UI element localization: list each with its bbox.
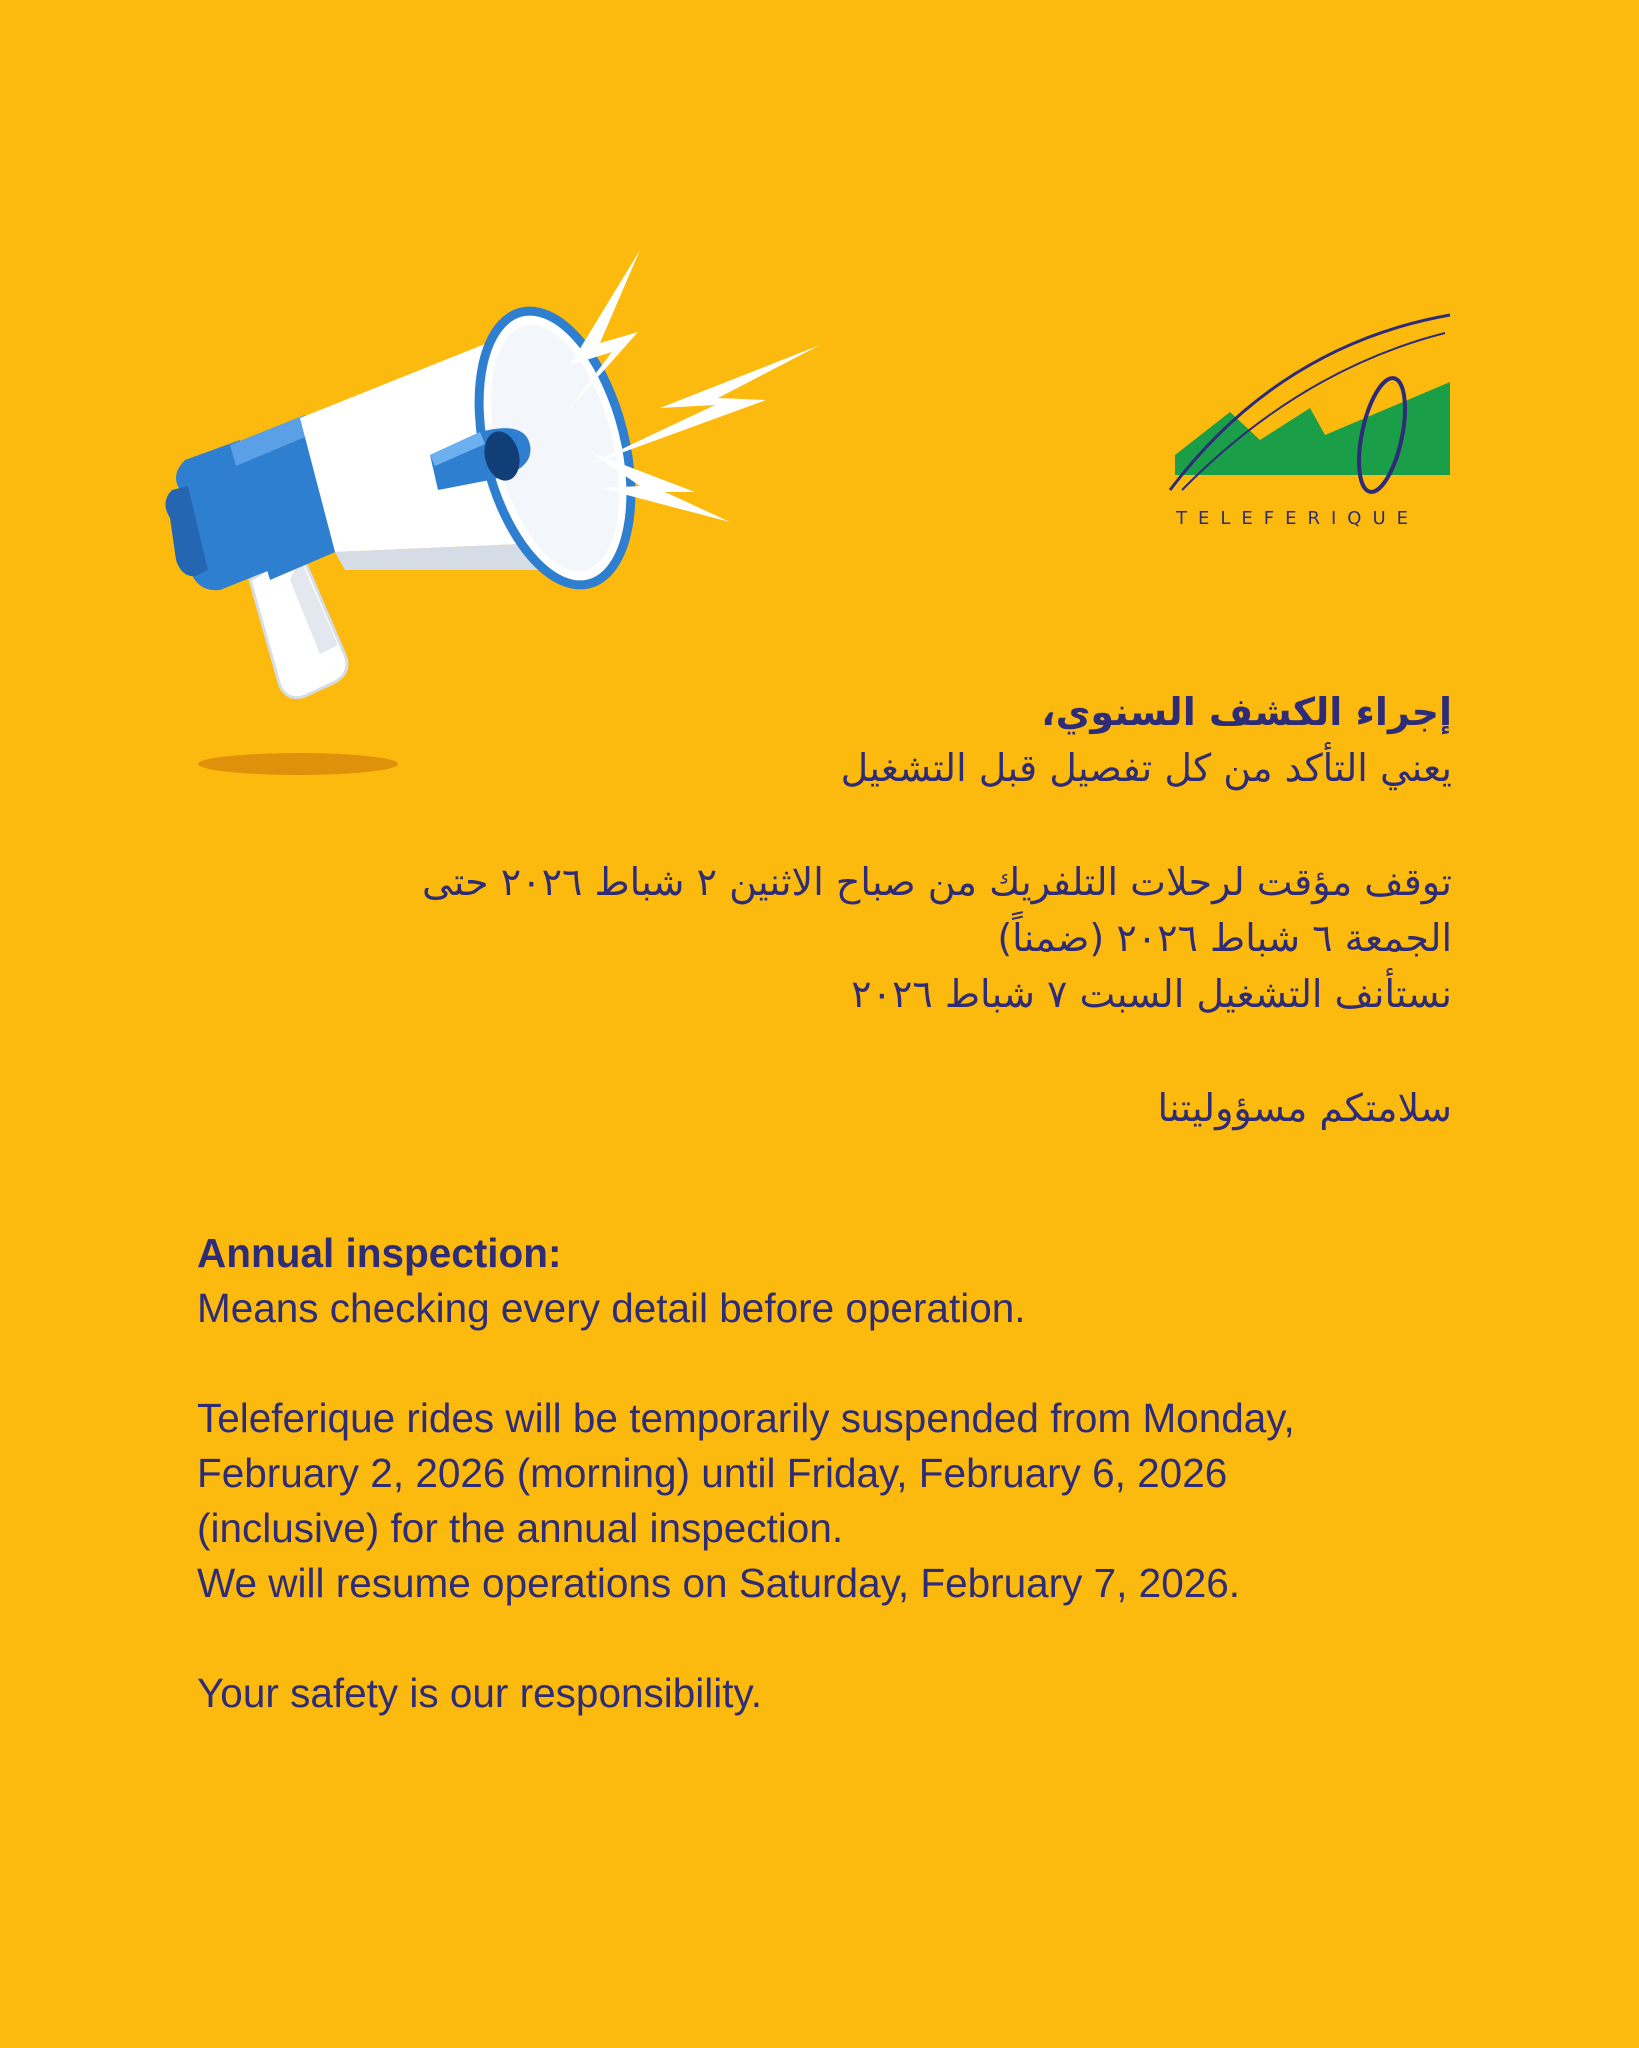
english-suspension-line-1: Teleferique rides will be temporarily suspended from Monday, [197, 1395, 1295, 1441]
arabic-suspension-line-2: الجمعة ٦ شباط ٢٠٢٦ (ضمناً) [997, 916, 1452, 960]
english-safety-line: Your safety is our responsibility. [197, 1670, 763, 1716]
english-announcement [197, 1226, 1487, 1721]
arabic-title: إجراء الكشف السنوي، [1041, 690, 1452, 734]
english-suspension-line-3: (inclusive) for the annual inspection. [197, 1505, 844, 1551]
english-resume-line: We will resume operations on Saturday, February 7, 2026. [197, 1560, 1241, 1606]
arabic-subtitle: يعني التأكد من كل تفصيل قبل التشغيل [840, 746, 1452, 790]
arabic-safety-line: سلامتكم مسؤوليتنا [1157, 1086, 1452, 1130]
arabic-announcement [172, 684, 1452, 1136]
arabic-suspension-line-1: توقف مؤقت لرحلات التلفريك من صباح الاثنين ٢ شباط ٢٠٢٦ حتى [422, 860, 1452, 904]
arabic-resume-line: نستأنف التشغيل السبت ٧ شباط ٢٠٢٦ [851, 972, 1452, 1016]
logo-wordmark: TELEFERIQUE [1176, 508, 1420, 529]
teleferique-logo [1160, 300, 1460, 540]
english-suspension-line-2: February 2, 2026 (morning) until Friday, February 6, 2026 [197, 1450, 1228, 1496]
english-subtitle: Means checking every detail before operation. [197, 1285, 1026, 1331]
english-title: Annual inspection: [197, 1230, 562, 1276]
